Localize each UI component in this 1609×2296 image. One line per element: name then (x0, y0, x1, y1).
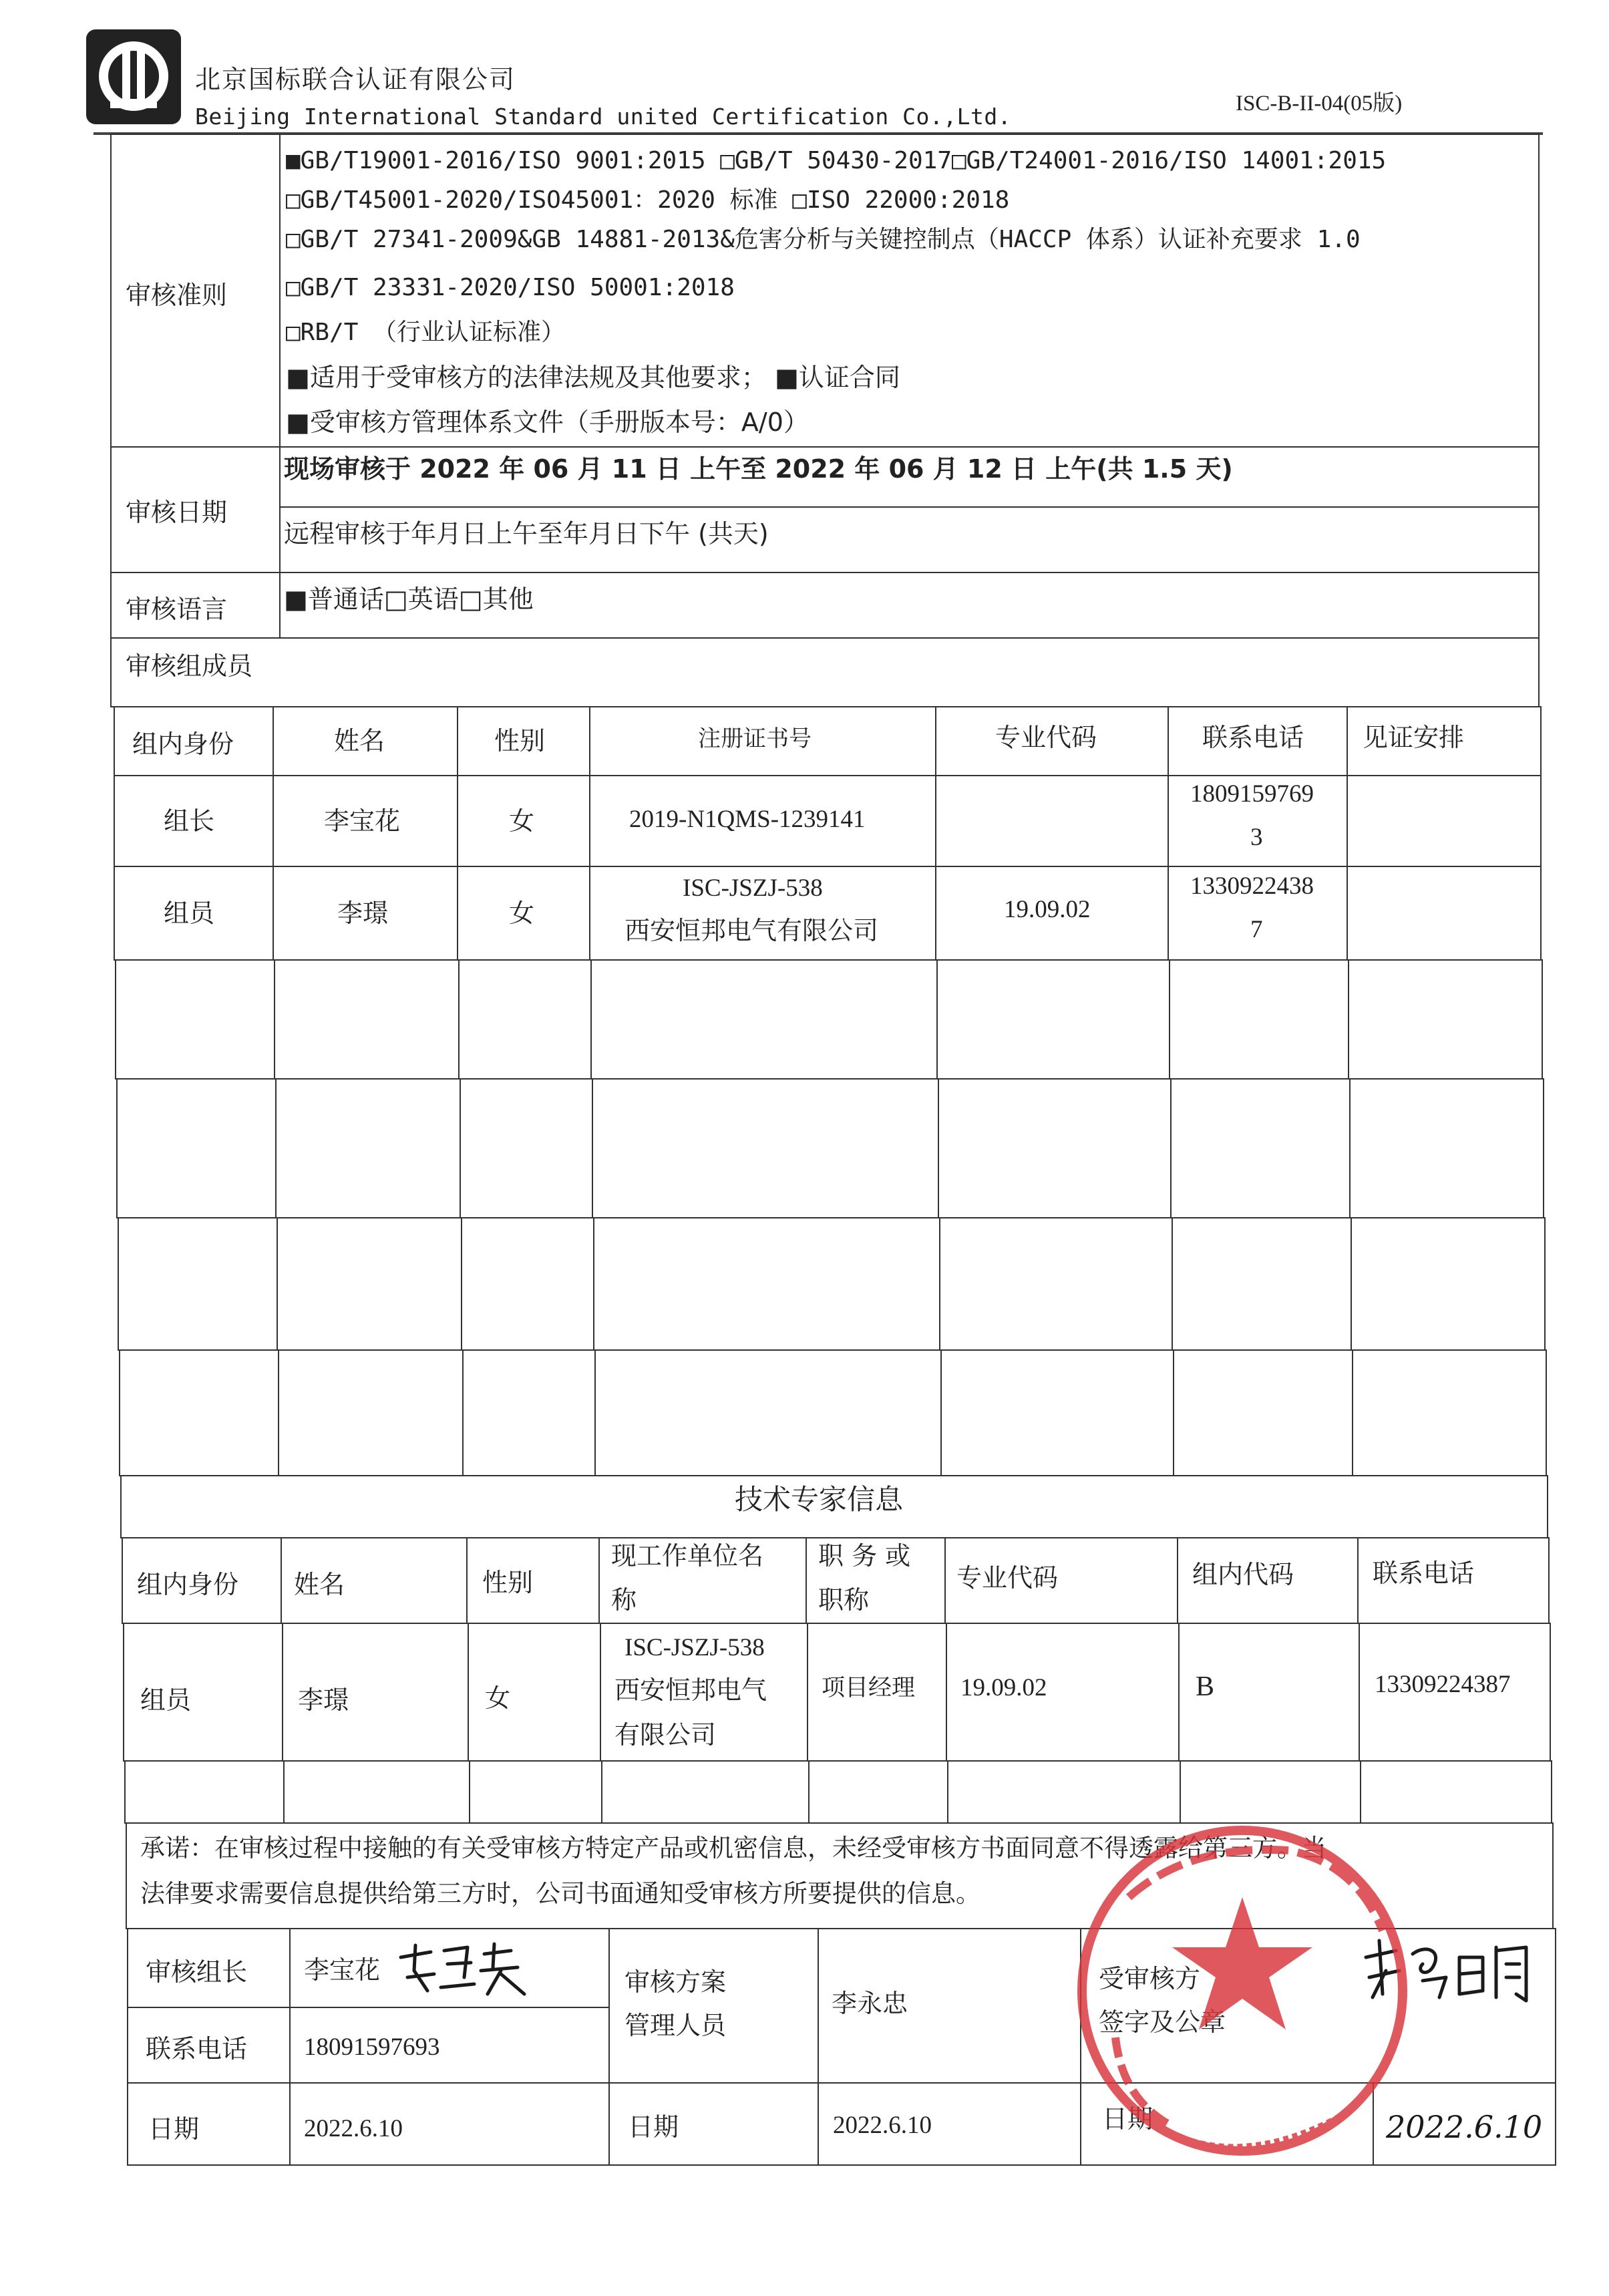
date-label-1: 日期 (148, 2114, 200, 2144)
team-header-cert: 注册证书号 (698, 725, 812, 752)
expert-header-unit-line1: 现工作单位名 (611, 1541, 764, 1571)
empty-cell (1348, 959, 1543, 1080)
date-label-3: 日期 (1102, 2104, 1153, 2134)
team-label: 审核组成员 (126, 651, 253, 681)
empty-cell (115, 959, 275, 1080)
empty-cell (936, 959, 1170, 1080)
criteria-line-5: □RB/T （行业认证标准） (286, 319, 566, 346)
criteria-line-4: □GB/T 23331-2020/ISO 50001:2018 (286, 274, 735, 301)
expert-group-code: B (1196, 1671, 1215, 1702)
expert-unit-line1: ISC-JSZJ-538 (624, 1634, 765, 1661)
team-row2-phone-line2: 7 (1250, 916, 1263, 943)
audit-date-label: 审核日期 (126, 498, 228, 527)
empty-cell (462, 1349, 596, 1476)
manager-label-line1: 审核方案 (624, 1967, 727, 1997)
expert-header-code: 专业代码 (956, 1563, 1059, 1593)
company-seal (1069, 1817, 1416, 2164)
expert-role: 组员 (140, 1685, 192, 1715)
empty-cell (1352, 1349, 1547, 1476)
pledge-line-2: 法律要求需要信息提供给第三方时，公司书面通知受审核方所要提供的信息。 (140, 1879, 980, 1908)
team-row2-cert: ISC-JSZJ-538 (683, 874, 823, 902)
team-row2-phone-line1: 1330922438 (1190, 872, 1314, 900)
empty-cell (1349, 1078, 1544, 1218)
empty-cell (1172, 1217, 1352, 1351)
empty-cell (277, 1217, 462, 1351)
company-name-en: Beijing International Standard united Certification Co.,Ltd. (195, 104, 1012, 130)
empty-cell (283, 1760, 470, 1824)
team-header-phone: 联系电话 (1202, 723, 1304, 752)
manager-name: 李永忠 (832, 1989, 908, 2018)
empty-cell (939, 1217, 1173, 1351)
expert-unit-line2: 西安恒邦电气 (614, 1675, 767, 1705)
empty-cell (118, 1217, 278, 1351)
criteria-line-6: ■适用于受审核方的法律法规及其他要求； ■认证合同 (286, 363, 900, 392)
team-header-witness: 见证安排 (1363, 723, 1465, 752)
auditee-label-line1: 受审核方 (1099, 1964, 1201, 1993)
criteria-line-3: □GB/T 27341-2009&GB 14881-2013&危害分析与关键控制点（HACCP 体系）认证补充要求 1.0 (286, 226, 1361, 253)
expert-gender: 女 (485, 1683, 511, 1713)
phone-label: 联系电话 (146, 2034, 248, 2064)
expert-header-title-line1: 职 务 或 (818, 1541, 911, 1571)
team-row1-name: 李宝花 (324, 806, 401, 836)
expert-header-gender: 性别 (482, 1568, 534, 1597)
empty-cell (460, 1078, 593, 1218)
manager-label-line2: 管理人员 (624, 2011, 727, 2040)
empty-cell (1360, 1760, 1552, 1824)
expert-header-unit-line2: 称 (611, 1585, 637, 1615)
audit-date-divider (279, 506, 1540, 508)
empty-cell (119, 1349, 279, 1476)
leader-label: 审核组长 (146, 1957, 248, 1987)
date-2: 2022.6.10 (833, 2112, 932, 2139)
team-header-code: 专业代码 (995, 723, 1097, 752)
date-1: 2022.6.10 (304, 2115, 403, 2142)
empty-cell (594, 1349, 942, 1476)
criteria-line-7: ■受审核方管理体系文件（手册版本号：A/0） (286, 407, 809, 437)
auditee-label-line2: 签字及公章 (1099, 2007, 1226, 2037)
team-cell (1347, 775, 1542, 867)
expert-code: 19.09.02 (960, 1674, 1047, 1701)
experts-title: 技术专家信息 (735, 1483, 904, 1516)
empty-cell (592, 1078, 939, 1218)
expert-header-phone: 联系电话 (1373, 1559, 1475, 1588)
criteria-label: 审核准则 (126, 281, 228, 310)
team-cell (1347, 866, 1542, 961)
empty-cell (469, 1760, 602, 1824)
team-row1-phone-line2: 3 (1250, 824, 1263, 851)
empty-cell (940, 1349, 1174, 1476)
date-label-2: 日期 (628, 2112, 679, 2142)
team-row1-gender: 女 (509, 806, 535, 836)
empty-cell (116, 1078, 277, 1218)
empty-cell (124, 1760, 285, 1824)
remote-audit-date: 远程审核于年月日上午至年月日下午 (共天) (284, 519, 769, 548)
team-header-role: 组内身份 (132, 729, 234, 759)
team-label-row (110, 637, 1540, 707)
empty-cell (278, 1349, 464, 1476)
company-logo (83, 27, 184, 127)
empty-cell (938, 1078, 1172, 1218)
team-row2-code: 19.09.02 (1004, 896, 1091, 923)
team-row2-name: 李璟 (337, 898, 389, 928)
expert-header-group-code: 组内代码 (1192, 1560, 1294, 1589)
empty-cell (461, 1217, 594, 1351)
onsite-audit-date: 现场审核于 2022 年 06 月 11 日 上午至 2022 年 06 月 12 日 上午(共 1.5 天) (284, 454, 1233, 484)
form-number: ISC-B-II-04(05版) (1236, 92, 1403, 116)
empty-cell (947, 1760, 1181, 1824)
empty-cell (590, 959, 938, 1080)
empty-cell (593, 1217, 940, 1351)
team-header-gender: 性别 (494, 726, 546, 756)
team-header-name: 姓名 (334, 726, 385, 756)
sig-cell (608, 1928, 819, 2084)
team-row1-phone-line1: 1809159769 (1190, 780, 1314, 808)
empty-cell (1170, 1078, 1351, 1218)
team-row1-role: 组长 (164, 806, 215, 836)
language-label: 审核语言 (126, 595, 228, 624)
empty-cell (1173, 1349, 1353, 1476)
criteria-line-2: □GB/T45001-2020/ISO45001：2020 标准 □ISO 22000:2018 (286, 186, 1010, 214)
leader-signature (394, 1937, 534, 2001)
team-cell (935, 775, 1169, 867)
expert-title: 项目经理 (822, 1675, 916, 1701)
expert-header-name: 姓名 (294, 1570, 345, 1599)
empty-cell (808, 1760, 948, 1824)
empty-cell (1180, 1760, 1361, 1824)
team-row2-gender: 女 (509, 898, 535, 928)
expert-header-role: 组内身份 (137, 1570, 239, 1599)
pledge-line-1: 承诺：在审核过程中接触的有关受审核方特定产品或机密信息，未经受审核方书面同意不得透露给第三方。当 (140, 1834, 1326, 1862)
company-name-cn: 北京国标联合认证有限公司 (195, 65, 516, 94)
team-row1-cert: 2019-N1QMS-1239141 (629, 806, 866, 833)
expert-name: 李璟 (298, 1685, 349, 1715)
empty-cell (1169, 959, 1349, 1080)
empty-cell (601, 1760, 810, 1824)
empty-cell (275, 1078, 461, 1218)
team-row2-role: 组员 (164, 898, 215, 928)
empty-cell (458, 959, 592, 1080)
team-row2-cert-company: 西安恒邦电气有限公司 (624, 916, 879, 945)
empty-cell (1351, 1217, 1546, 1351)
language-value: ■普通话□英语□其他 (284, 585, 534, 614)
expert-header-title-line2: 职称 (818, 1585, 870, 1615)
leader-phone: 18091597693 (304, 2033, 440, 2061)
expert-unit-line3: 有限公司 (614, 1720, 717, 1750)
leader-name: 李宝花 (304, 1955, 381, 1985)
auditee-date-text: 2022.6.10 (1386, 2109, 1543, 2145)
criteria-line-1: ■GB/T19001-2016/ISO 9001:2015 □GB/T 50430-2017□GB/T24001-2016/ISO 14001:2015 (286, 147, 1387, 174)
expert-phone: 13309224387 (1375, 1671, 1511, 1698)
empty-cell (274, 959, 460, 1080)
